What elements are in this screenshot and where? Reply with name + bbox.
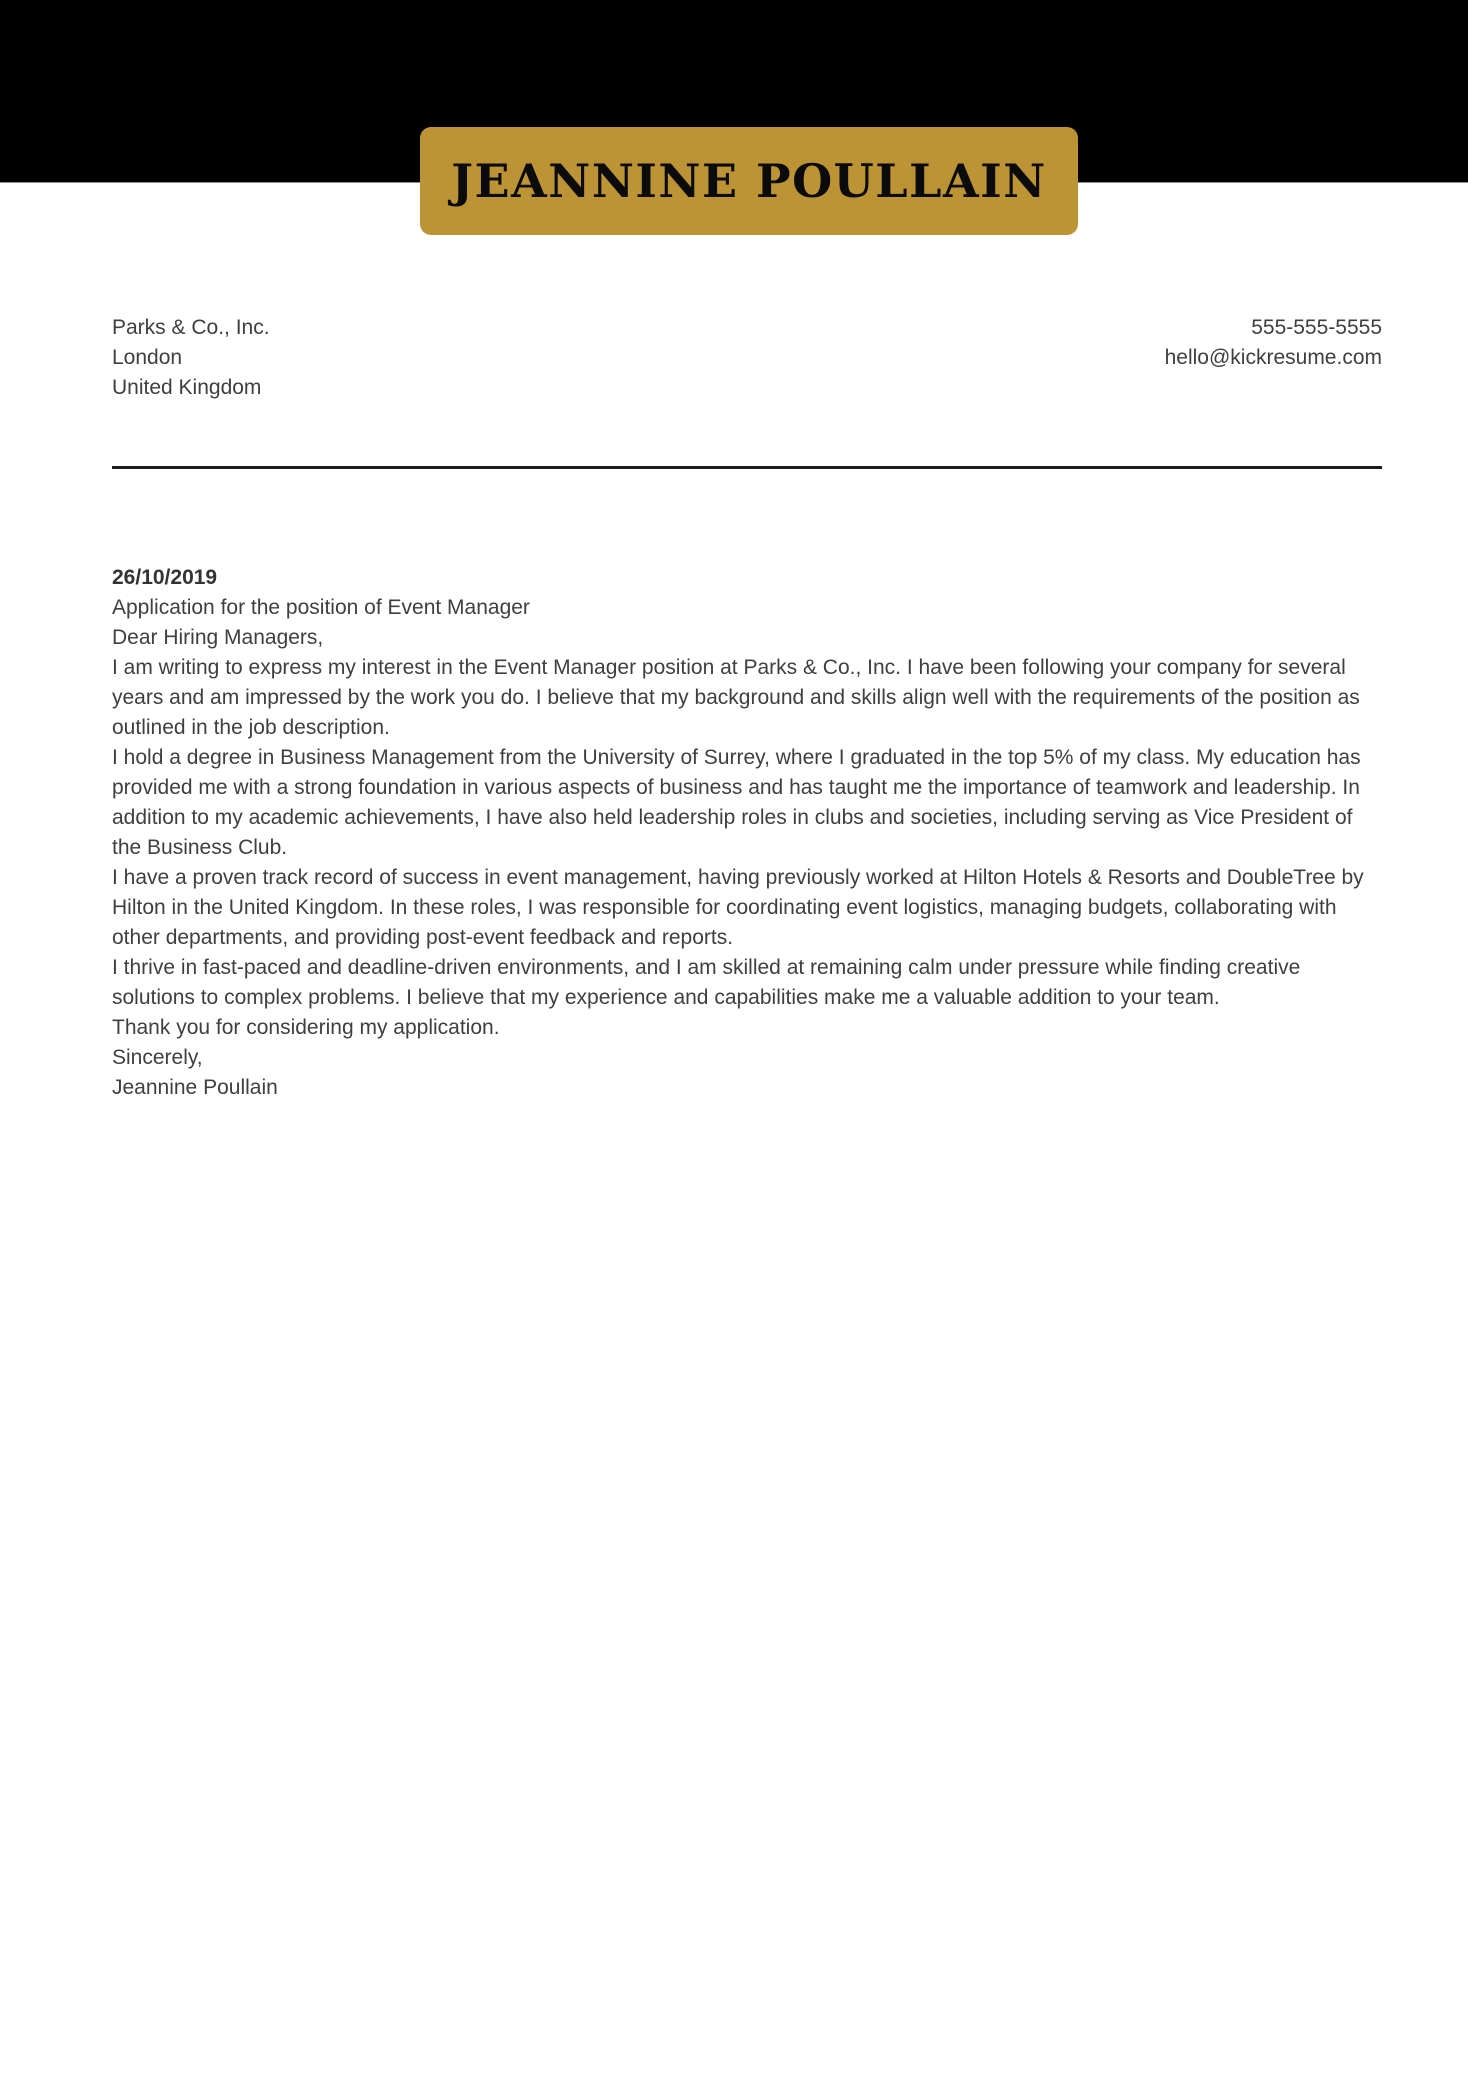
- recipient-city: London: [112, 346, 183, 369]
- letter-paragraph: I thrive in fast-paced and deadline-driven environments, and I am skilled at remaining calm under pressure while finding creative solutions to complex problems. I believe that my experience and capabilities make me a valuable addition to your team.: [112, 956, 1301, 1009]
- signature-name: Jeannine Poullain: [112, 1076, 278, 1099]
- name-badge: [420, 127, 1078, 235]
- phone-number: 555-555-5555: [1251, 316, 1382, 339]
- recipient-company: Parks & Co., Inc.: [112, 316, 270, 339]
- letter-signoff: Sincerely,: [112, 1046, 203, 1069]
- recipient-address: [112, 313, 270, 403]
- email-address: hello@kickresume.com: [1164, 346, 1382, 369]
- letter-paragraph: I hold a degree in Business Management from the University of Surrey, where I graduated in the top 5% of my class. My education has provided me with a strong foundation in various aspects of business and has taught me the importance of teamwork and leadership. In addition to my academic achievements, I have also held leadership roles in clubs and societies, including serving as Vice President of the Business Club.: [112, 746, 1361, 859]
- candidate-name: JEANNINE POULLAIN: [451, 154, 1047, 208]
- sender-contact: [1165, 313, 1382, 403]
- recipient-country: United Kingdom: [112, 376, 262, 399]
- header-divider: [112, 466, 1382, 469]
- letter-paragraph: I am writing to express my interest in the Event Manager position at Parks & Co., Inc. I have been following your company for several years and am impressed by the work you do. I believe that my background and skills align well with the requirements of the position as outlined in the job description.: [112, 656, 1360, 739]
- letter-date: 26/10/2019: [112, 566, 218, 589]
- letter-paragraph: I have a proven track record of success in event management, having previously worked at Hilton Hotels & Resorts and DoubleTree by Hilton in the United Kingdom. In these roles, I was responsible for coordinating event logistics, managing budgets, collaborating with other departments, and providing post-event feedback and reports.: [112, 866, 1364, 949]
- letter-salutation: Dear Hiring Managers,: [112, 626, 324, 649]
- letter-body: [112, 563, 1382, 1103]
- letter-thanks: Thank you for considering my application.: [112, 1016, 500, 1039]
- contact-section: [112, 313, 1382, 403]
- letter-subject: Application for the position of Event Manager: [112, 596, 530, 619]
